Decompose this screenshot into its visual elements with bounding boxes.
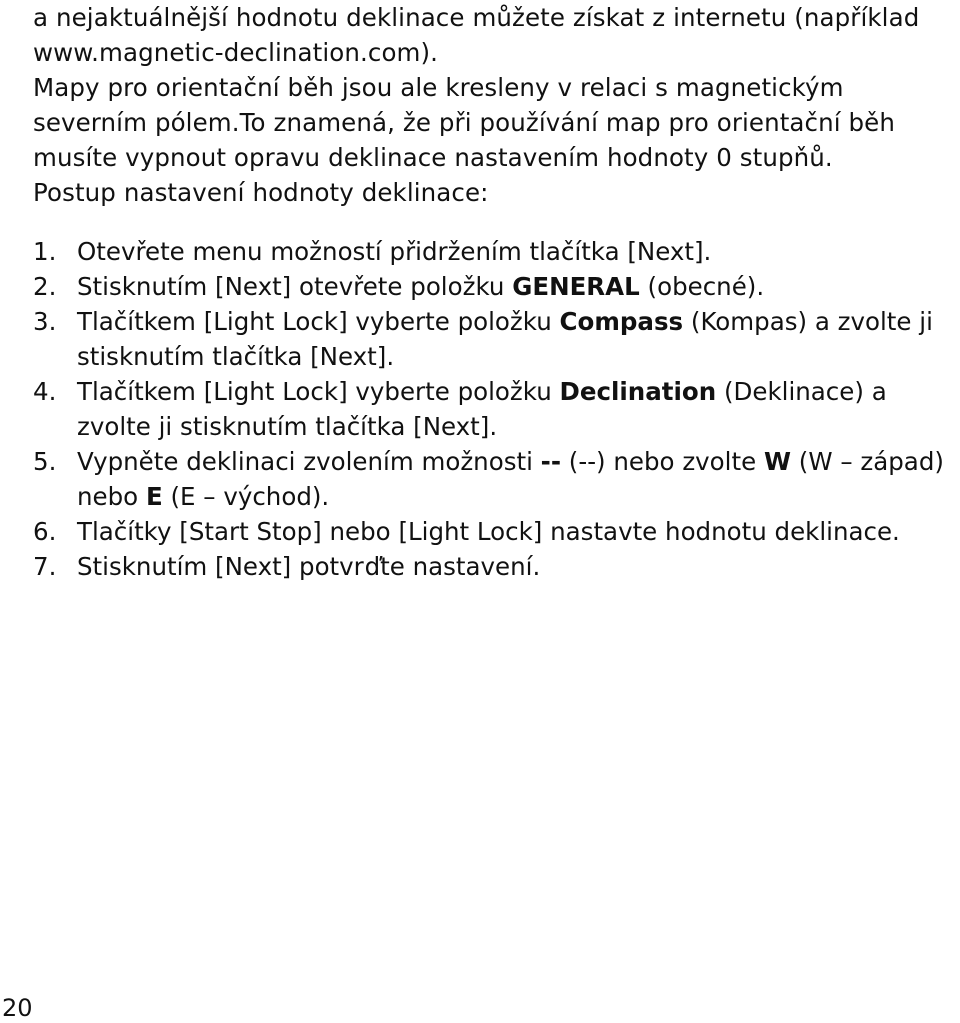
step-text-part: (obecné). bbox=[639, 272, 765, 301]
step-text-part: Tlačítky [Start Stop] nebo [Light Lock] nastavte hodnotu deklinace. bbox=[77, 517, 900, 546]
step-number: 4. bbox=[33, 377, 57, 406]
step-6 bbox=[33, 514, 948, 549]
step-text bbox=[77, 269, 948, 304]
option-east: E bbox=[145, 482, 163, 511]
step-number: 6. bbox=[33, 517, 57, 546]
step-text bbox=[77, 444, 948, 514]
step-4 bbox=[33, 374, 948, 444]
page-number: 20 bbox=[2, 994, 33, 1022]
step-1 bbox=[33, 234, 948, 269]
step-3 bbox=[33, 304, 948, 374]
step-text bbox=[77, 549, 948, 584]
step-text-part: Otevřete menu možností přidržením tlačítka [Next]. bbox=[77, 237, 712, 266]
step-number: 2. bbox=[33, 272, 57, 301]
step-text-part: (Deklinace) a zvolte ji stisknutím tlačítka [Next]. bbox=[77, 377, 887, 441]
step-text-part: Vypněte deklinaci zvolením možnosti bbox=[77, 447, 541, 476]
step-text-part: Tlačítkem [Light Lock] vyberte položku bbox=[77, 307, 560, 336]
step-7 bbox=[33, 549, 948, 584]
intro-text bbox=[33, 0, 943, 210]
step-text-part: (Kompas) a zvolte ji stisknutím tlačítka [Next]. bbox=[77, 307, 933, 371]
step-text-part: (--) nebo zvolte bbox=[561, 447, 764, 476]
step-text-part: Tlačítkem [Light Lock] vyberte položku bbox=[77, 377, 560, 406]
step-2 bbox=[33, 269, 948, 304]
step-number: 5. bbox=[33, 447, 57, 476]
intro-paragraph-procedure: Postup nastavení hodnoty deklinace: bbox=[33, 178, 489, 207]
step-text-part: Stisknutím [Next] potvrďte nastavení. bbox=[77, 552, 541, 581]
menu-item-general: GENERAL bbox=[512, 272, 640, 301]
intro-paragraph-maps: Mapy pro orientační běh jsou ale kresleny v relaci s magnetickým severním pólem.To znamená, že při používání map pro orientační běh musíte vypnout opravu deklinace nastavením hodnoty 0 stupňů. bbox=[33, 73, 895, 172]
step-text bbox=[77, 304, 948, 374]
step-number: 3. bbox=[33, 307, 57, 336]
step-number: 7. bbox=[33, 552, 57, 581]
step-text bbox=[77, 514, 948, 549]
step-text bbox=[77, 374, 948, 444]
menu-item-declination: Declination bbox=[559, 377, 717, 406]
menu-item-compass: Compass bbox=[559, 307, 684, 336]
step-text bbox=[77, 234, 948, 269]
step-5 bbox=[33, 444, 948, 514]
declination-steps-list bbox=[33, 234, 948, 584]
option-off: -- bbox=[540, 447, 562, 476]
step-number: 1. bbox=[33, 237, 57, 266]
option-west: W bbox=[763, 447, 791, 476]
step-text-part: (W – západ) nebo bbox=[77, 447, 944, 511]
intro-paragraph-declination-source: a nejaktuálnější hodnotu deklinace můžete získat z internetu (například www.magnetic-declination.com). bbox=[33, 3, 920, 67]
step-text-part: (E – východ). bbox=[162, 482, 330, 511]
step-text-part: Stisknutím [Next] otevřete položku bbox=[77, 272, 513, 301]
